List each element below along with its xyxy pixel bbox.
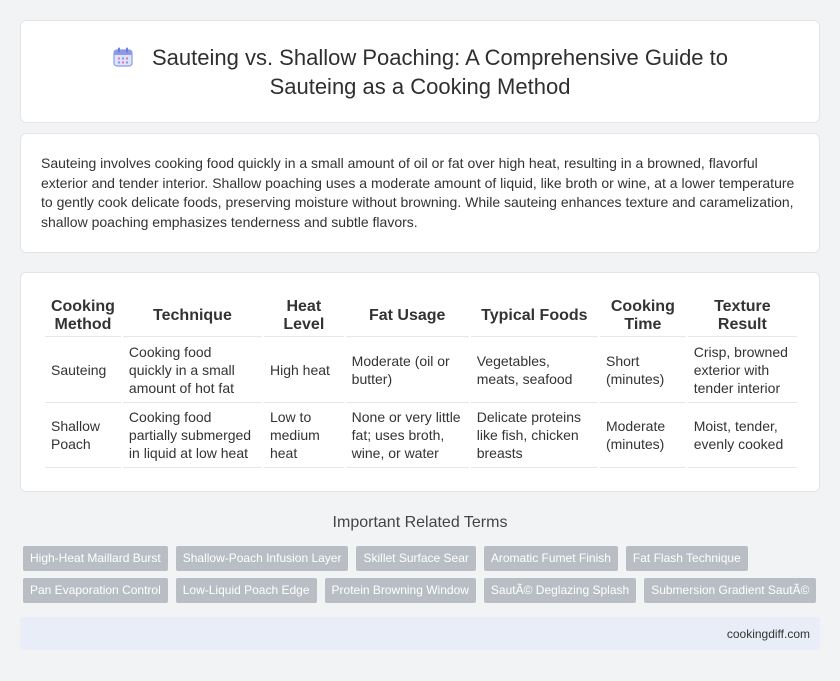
calendar-icon xyxy=(112,46,134,68)
header-fat-usage: Fat Usage xyxy=(368,307,446,324)
header-typical-foods: Typical Foods xyxy=(481,307,588,324)
title-line-2: Sauteing as a Cooking Method xyxy=(269,74,571,99)
related-term-tag[interactable]: Aromatic Fumet Finish xyxy=(484,546,618,571)
title-line-1: Sauteing vs. Shallow Poaching: A Comprehensive Guide to xyxy=(151,45,729,70)
table-cell: Moist, tender, evenly cooked xyxy=(688,402,797,468)
related-terms-row xyxy=(23,578,823,603)
related-terms-row xyxy=(23,546,823,571)
related-term-tag[interactable]: Low-Liquid Poach Edge xyxy=(176,578,317,603)
table-cell: High heat xyxy=(264,336,344,402)
comparison-table xyxy=(43,296,799,468)
table-cell: Delicate proteins like fish, chicken breasts xyxy=(471,402,598,468)
comparison-table-card xyxy=(20,272,820,492)
table-cell: Moderate (minutes) xyxy=(600,402,686,468)
related-term-tag[interactable]: SautÃ© Deglazing Splash xyxy=(484,578,636,603)
header-technique: Technique xyxy=(153,307,232,324)
page-title xyxy=(21,43,819,101)
intro-paragraph: Sauteing involves cooking food quickly in a small amount of oil or fat over high heat, resulting in a browned, flavorful exterior and tender interior. Shallow poaching uses a moderate amount of liquid, like broth or wine, at a lower temperature to gently cook delicate foods, preserving moisture without browning. While sauteing enhances texture and caramelization, shallow poaching emphasizes tenderness and subtle flavors. xyxy=(41,155,795,230)
related-term-tag[interactable]: Shallow-Poach Infusion Layer xyxy=(176,546,349,571)
related-term-tag[interactable]: Fat Flash Technique xyxy=(626,546,748,571)
header-cooking-method: Cooking Method xyxy=(50,298,115,333)
table-row xyxy=(45,402,797,468)
table-cell: Cooking food partially submerged in liquid at low heat xyxy=(123,402,262,468)
related-term-tag[interactable]: High-Heat Maillard Burst xyxy=(23,546,168,571)
table-cell: Moderate (oil or butter) xyxy=(346,336,469,402)
table-cell: Short (minutes) xyxy=(600,336,686,402)
table-cell: Vegetables, meats, seafood xyxy=(471,336,598,402)
table-row xyxy=(45,336,797,402)
table-header-row xyxy=(45,296,797,336)
header-card xyxy=(20,20,820,123)
table-cell: Low to medium heat xyxy=(264,402,344,468)
table-cell: Cooking food quickly in a small amount of hot fat xyxy=(123,336,262,402)
header-cooking-time: Cooking Time xyxy=(610,298,675,333)
related-term-tag[interactable]: Pan Evaporation Control xyxy=(23,578,168,603)
related-term-tag[interactable]: Skillet Surface Sear xyxy=(356,546,475,571)
table-cell: None or very little fat; uses broth, wine, or water xyxy=(346,402,469,468)
footer xyxy=(20,617,820,650)
related-term-tag[interactable]: Protein Browning Window xyxy=(325,578,476,603)
related-terms-title: Important Related Terms xyxy=(332,514,508,531)
table-cell: Shallow Poach xyxy=(45,402,121,468)
table-cell: Crisp, browned exterior with tender interior xyxy=(688,336,797,402)
header-heat-level: Heat Level xyxy=(283,298,325,333)
related-term-tag[interactable]: Submersion Gradient SautÃ© xyxy=(644,578,816,603)
footer-site-link[interactable]: cookingdiff.com xyxy=(726,627,810,641)
table-cell: Sauteing xyxy=(45,336,121,402)
intro-card xyxy=(20,133,820,253)
header-texture-result: Texture Result xyxy=(714,298,771,333)
